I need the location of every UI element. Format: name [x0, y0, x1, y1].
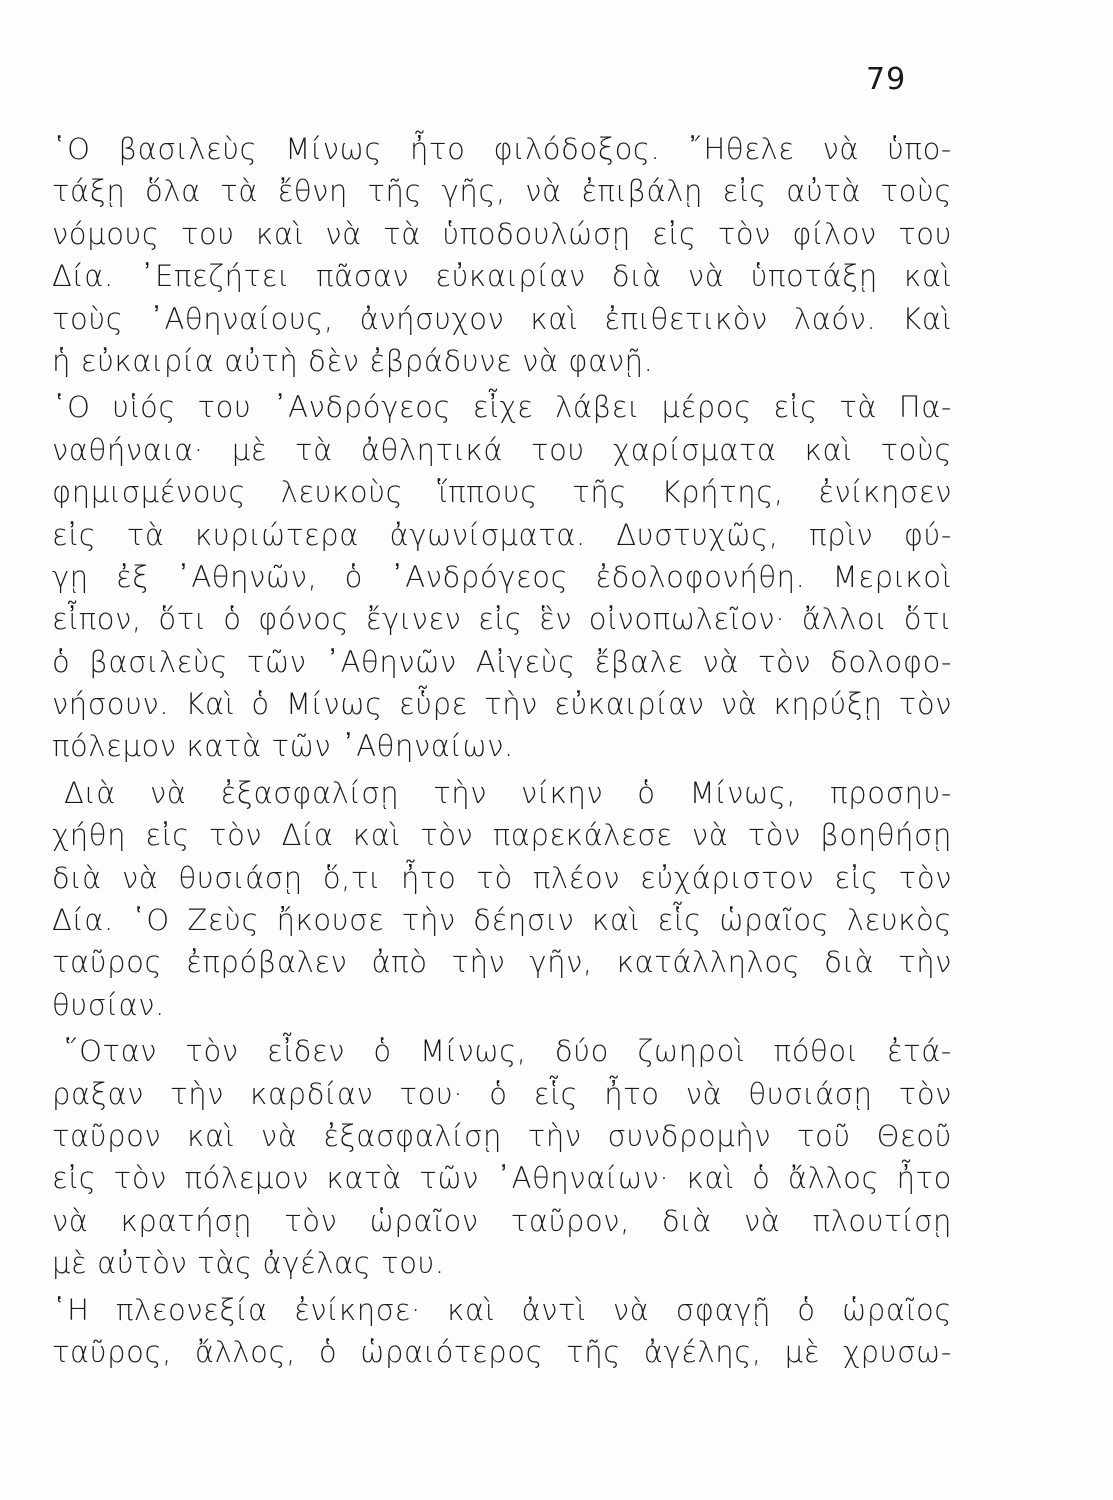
text-line: νὰ κρατήσῃ τὸν ὡραῖον ταῦρον, διὰ νὰ πλουτίσῃ	[52, 1203, 952, 1238]
text-line: θυσίαν.	[52, 987, 165, 1022]
paragraph-4	[52, 1030, 952, 1284]
text-line: ῾Η πλεονεξία ἐνίκησε· καὶ ἀντὶ νὰ σφαγῇ ὁ ὡραῖος	[52, 1292, 952, 1327]
text-line: ὁ βασιλεὺς τῶν ᾽Αθηνῶν Αἰγεὺς ἔβαλε νὰ τὸν δολοφο-	[52, 644, 952, 679]
text-line: εἰς τὰ κυριώτερα ἀγωνίσματα. Δυστυχῶς, πρὶν φύ-	[52, 517, 952, 552]
text-line: ῞Οταν τὸν εἶδεν ὁ Μίνως, δύο ζωηροὶ πόθοι ἐτά-	[64, 1034, 952, 1069]
paragraph-3	[52, 772, 952, 1026]
paragraph-5	[52, 1289, 952, 1374]
text-line: Διὰ νὰ ἐξασφαλίσῃ τὴν νίκην ὁ Μίνως, προσηυ-	[64, 775, 952, 810]
text-line: νήσουν. Καὶ ὁ Μίνως εὗρε τὴν εὐκαιρίαν νὰ κηρύξῃ τὸν	[52, 687, 952, 722]
body-text	[52, 128, 952, 1377]
text-line: ραξαν τὴν καρδίαν του· ὁ εἷς ἦτο νὰ θυσιάσῃ τὸν	[52, 1076, 952, 1111]
text-line: Δία. ᾽Επεζήτει πᾶσαν εὐκαιρίαν διὰ νὰ ὑποτάξῃ καὶ	[52, 259, 952, 294]
text-line: νόμους του καὶ νὰ τὰ ὑποδουλώσῃ εἰς τὸν φίλον του	[52, 216, 952, 251]
text-line: μὲ αὐτὸν τὰς ἀγέλας του.	[52, 1246, 445, 1281]
text-line: γῃ ἐξ ᾽Αθηνῶν, ὁ ᾽Ανδρόγεος ἐδολοφονήθη. Μερικοὶ	[52, 559, 952, 594]
text-line: εἶπον, ὅτι ὁ φόνος ἔγινεν εἰς ἓν οἰνοπωλεῖον· ἄλλοι ὅτι	[52, 602, 952, 637]
text-line: ῾Ο βασιλεὺς Μίνως ἦτο φιλόδοξος. ῎Ηθελε νὰ ὑπο-	[52, 132, 952, 166]
text-line: τοὺς ᾽Αθηναίους, ἀνήσυχον καὶ ἐπιθετικὸν λαόν. Καὶ	[52, 301, 952, 336]
paragraph-1	[52, 128, 952, 382]
text-line: ἡ εὐκαιρία αὐτὴ δὲν ἐβράδυνε νὰ φανῇ.	[52, 343, 654, 378]
text-line: διὰ νὰ θυσιάσῃ ὅ,τι ἦτο τὸ πλέον εὐχάριστον εἰς τὸν	[52, 860, 952, 895]
text-line: ταῦρον καὶ νὰ ἐξασφαλίσῃ τὴν συνδρομὴν τοῦ Θεοῦ	[52, 1118, 952, 1153]
text-line: ῾Ο υἱός του ᾽Ανδρόγεος εἶχε λάβει μέρος εἰς τὰ Πα-	[52, 390, 952, 425]
paragraph-2	[52, 386, 952, 768]
text-line: ταῦρος ἐπρόβαλεν ἀπὸ τὴν γῆν, κατάλληλος διὰ τὴν	[52, 945, 952, 980]
text-line: χήθη εἰς τὸν Δία καὶ τὸν παρεκάλεσε νὰ τὸν βοηθήσῃ	[52, 818, 952, 853]
page-number: 79	[866, 62, 907, 97]
text-line: εἰς τὸν πόλεμον κατὰ τῶν ᾽Αθηναίων· καὶ ὁ ἄλλος ἦτο	[52, 1161, 952, 1196]
text-line: ταῦρος, ἄλλος, ὁ ὡραιότερος τῆς ἀγέλης, μὲ χρυσω-	[52, 1334, 952, 1369]
text-line: Δία. ῾Ο Ζεὺς ἤκουσε τὴν δέησιν καὶ εἷς ὡραῖος λευκὸς	[52, 903, 952, 938]
text-line: πόλεμον κατὰ τῶν ᾽Αθηναίων.	[52, 729, 514, 764]
text-line: φημισμένους λευκοὺς ἵππους τῆς Κρήτης, ἐνίκησεν	[52, 475, 952, 510]
text-line: τάξῃ ὅλα τὰ ἔθνη τῆς γῆς, νὰ ἐπιβάλῃ εἰς αὐτὰ τοὺς	[52, 174, 952, 209]
text-line: ναθήναια· μὲ τὰ ἀθλητικά του χαρίσματα καὶ τοὺς	[52, 432, 952, 467]
